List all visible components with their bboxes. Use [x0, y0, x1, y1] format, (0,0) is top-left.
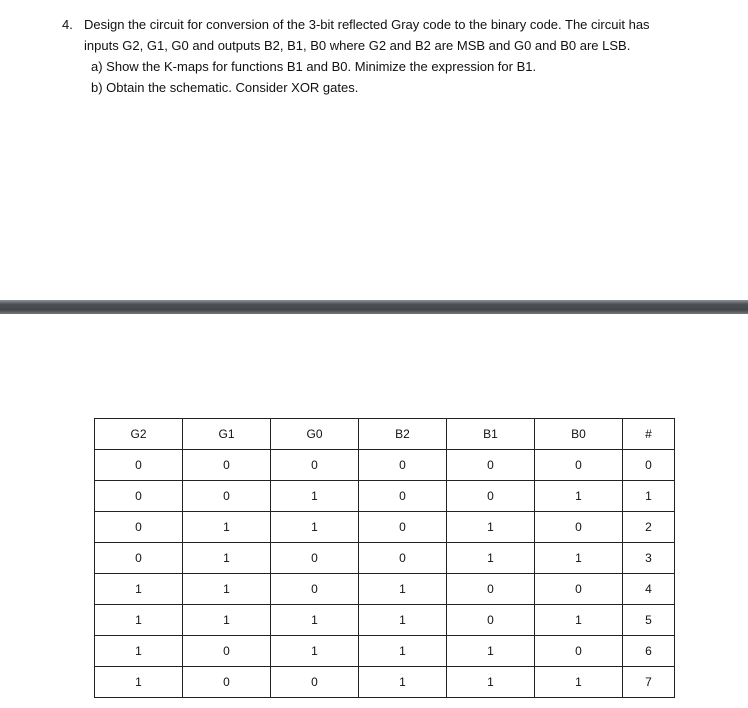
cell-b0: 0: [535, 450, 623, 481]
cell-g0: 0: [271, 450, 359, 481]
cell-b0: 1: [535, 481, 623, 512]
cell-g1: 1: [183, 574, 271, 605]
cell-g1: 0: [183, 667, 271, 698]
cell-g0: 1: [271, 636, 359, 667]
cell-b0: 0: [535, 636, 623, 667]
cell-g2: 1: [95, 667, 183, 698]
cell-b1: 1: [447, 512, 535, 543]
cell-g2: 1: [95, 636, 183, 667]
header-b1: B1: [447, 419, 535, 450]
cell-b0: 1: [535, 667, 623, 698]
cell-index: 7: [623, 667, 675, 698]
cell-b0: 1: [535, 605, 623, 636]
cell-g0: 0: [271, 574, 359, 605]
cell-b1: 0: [447, 574, 535, 605]
table-body: [95, 450, 675, 698]
cell-b1: 1: [447, 543, 535, 574]
table-row: [95, 574, 675, 605]
cell-b2: 0: [359, 512, 447, 543]
cell-b1: 0: [447, 450, 535, 481]
question-line-1: [62, 14, 732, 35]
question-part-a: a) Show the K-maps for functions B1 and B0. Minimize the expression for B1.: [91, 59, 537, 74]
cell-b2: 0: [359, 543, 447, 574]
cell-g2: 0: [95, 450, 183, 481]
question-text: [62, 14, 732, 98]
cell-b1: 1: [447, 667, 535, 698]
cell-b2: 1: [359, 574, 447, 605]
question-number: 4.: [62, 17, 73, 32]
question-part-b: b) Obtain the schematic. Consider XOR gates.: [91, 80, 359, 95]
truth-table: [94, 418, 675, 698]
cell-b0: 1: [535, 543, 623, 574]
cell-index: 3: [623, 543, 675, 574]
header-g1: G1: [183, 419, 271, 450]
cell-g0: 0: [271, 543, 359, 574]
cell-g1: 1: [183, 543, 271, 574]
cell-index: 6: [623, 636, 675, 667]
header-b2: B2: [359, 419, 447, 450]
header-index: #: [623, 419, 675, 450]
cell-b1: 0: [447, 605, 535, 636]
cell-g0: 0: [271, 667, 359, 698]
table-header-row: [95, 419, 675, 450]
question-statement-line-2: inputs G2, G1, G0 and outputs B2, B1, B0 where G2 and B2 are MSB and G0 and B0 are LSB.: [84, 38, 631, 53]
cell-index: 0: [623, 450, 675, 481]
cell-g0: 1: [271, 481, 359, 512]
table-row: [95, 450, 675, 481]
cell-b0: 0: [535, 512, 623, 543]
cell-g1: 1: [183, 605, 271, 636]
cell-g1: 1: [183, 512, 271, 543]
section-divider: [0, 300, 748, 314]
question-statement-line-1: Design the circuit for conversion of the 3-bit reflected Gray code to the binary code. The circuit has: [84, 17, 650, 32]
cell-b0: 0: [535, 574, 623, 605]
cell-index: 5: [623, 605, 675, 636]
header-g2: G2: [95, 419, 183, 450]
cell-g1: 0: [183, 636, 271, 667]
cell-g2: 0: [95, 481, 183, 512]
cell-b1: 1: [447, 636, 535, 667]
cell-b2: 0: [359, 450, 447, 481]
header-g0: G0: [271, 419, 359, 450]
cell-g0: 1: [271, 605, 359, 636]
table-row: [95, 636, 675, 667]
table-row: [95, 512, 675, 543]
cell-g1: 0: [183, 450, 271, 481]
cell-index: 1: [623, 481, 675, 512]
cell-g0: 1: [271, 512, 359, 543]
table-row: [95, 605, 675, 636]
cell-b2: 0: [359, 481, 447, 512]
table-row: [95, 543, 675, 574]
table-row: [95, 667, 675, 698]
cell-g2: 1: [95, 605, 183, 636]
table-row: [95, 481, 675, 512]
header-b0: B0: [535, 419, 623, 450]
cell-g2: 0: [95, 543, 183, 574]
cell-index: 2: [623, 512, 675, 543]
cell-b1: 0: [447, 481, 535, 512]
cell-g1: 0: [183, 481, 271, 512]
cell-g2: 1: [95, 574, 183, 605]
cell-g2: 0: [95, 512, 183, 543]
cell-b2: 1: [359, 605, 447, 636]
cell-b2: 1: [359, 636, 447, 667]
cell-b2: 1: [359, 667, 447, 698]
cell-index: 4: [623, 574, 675, 605]
